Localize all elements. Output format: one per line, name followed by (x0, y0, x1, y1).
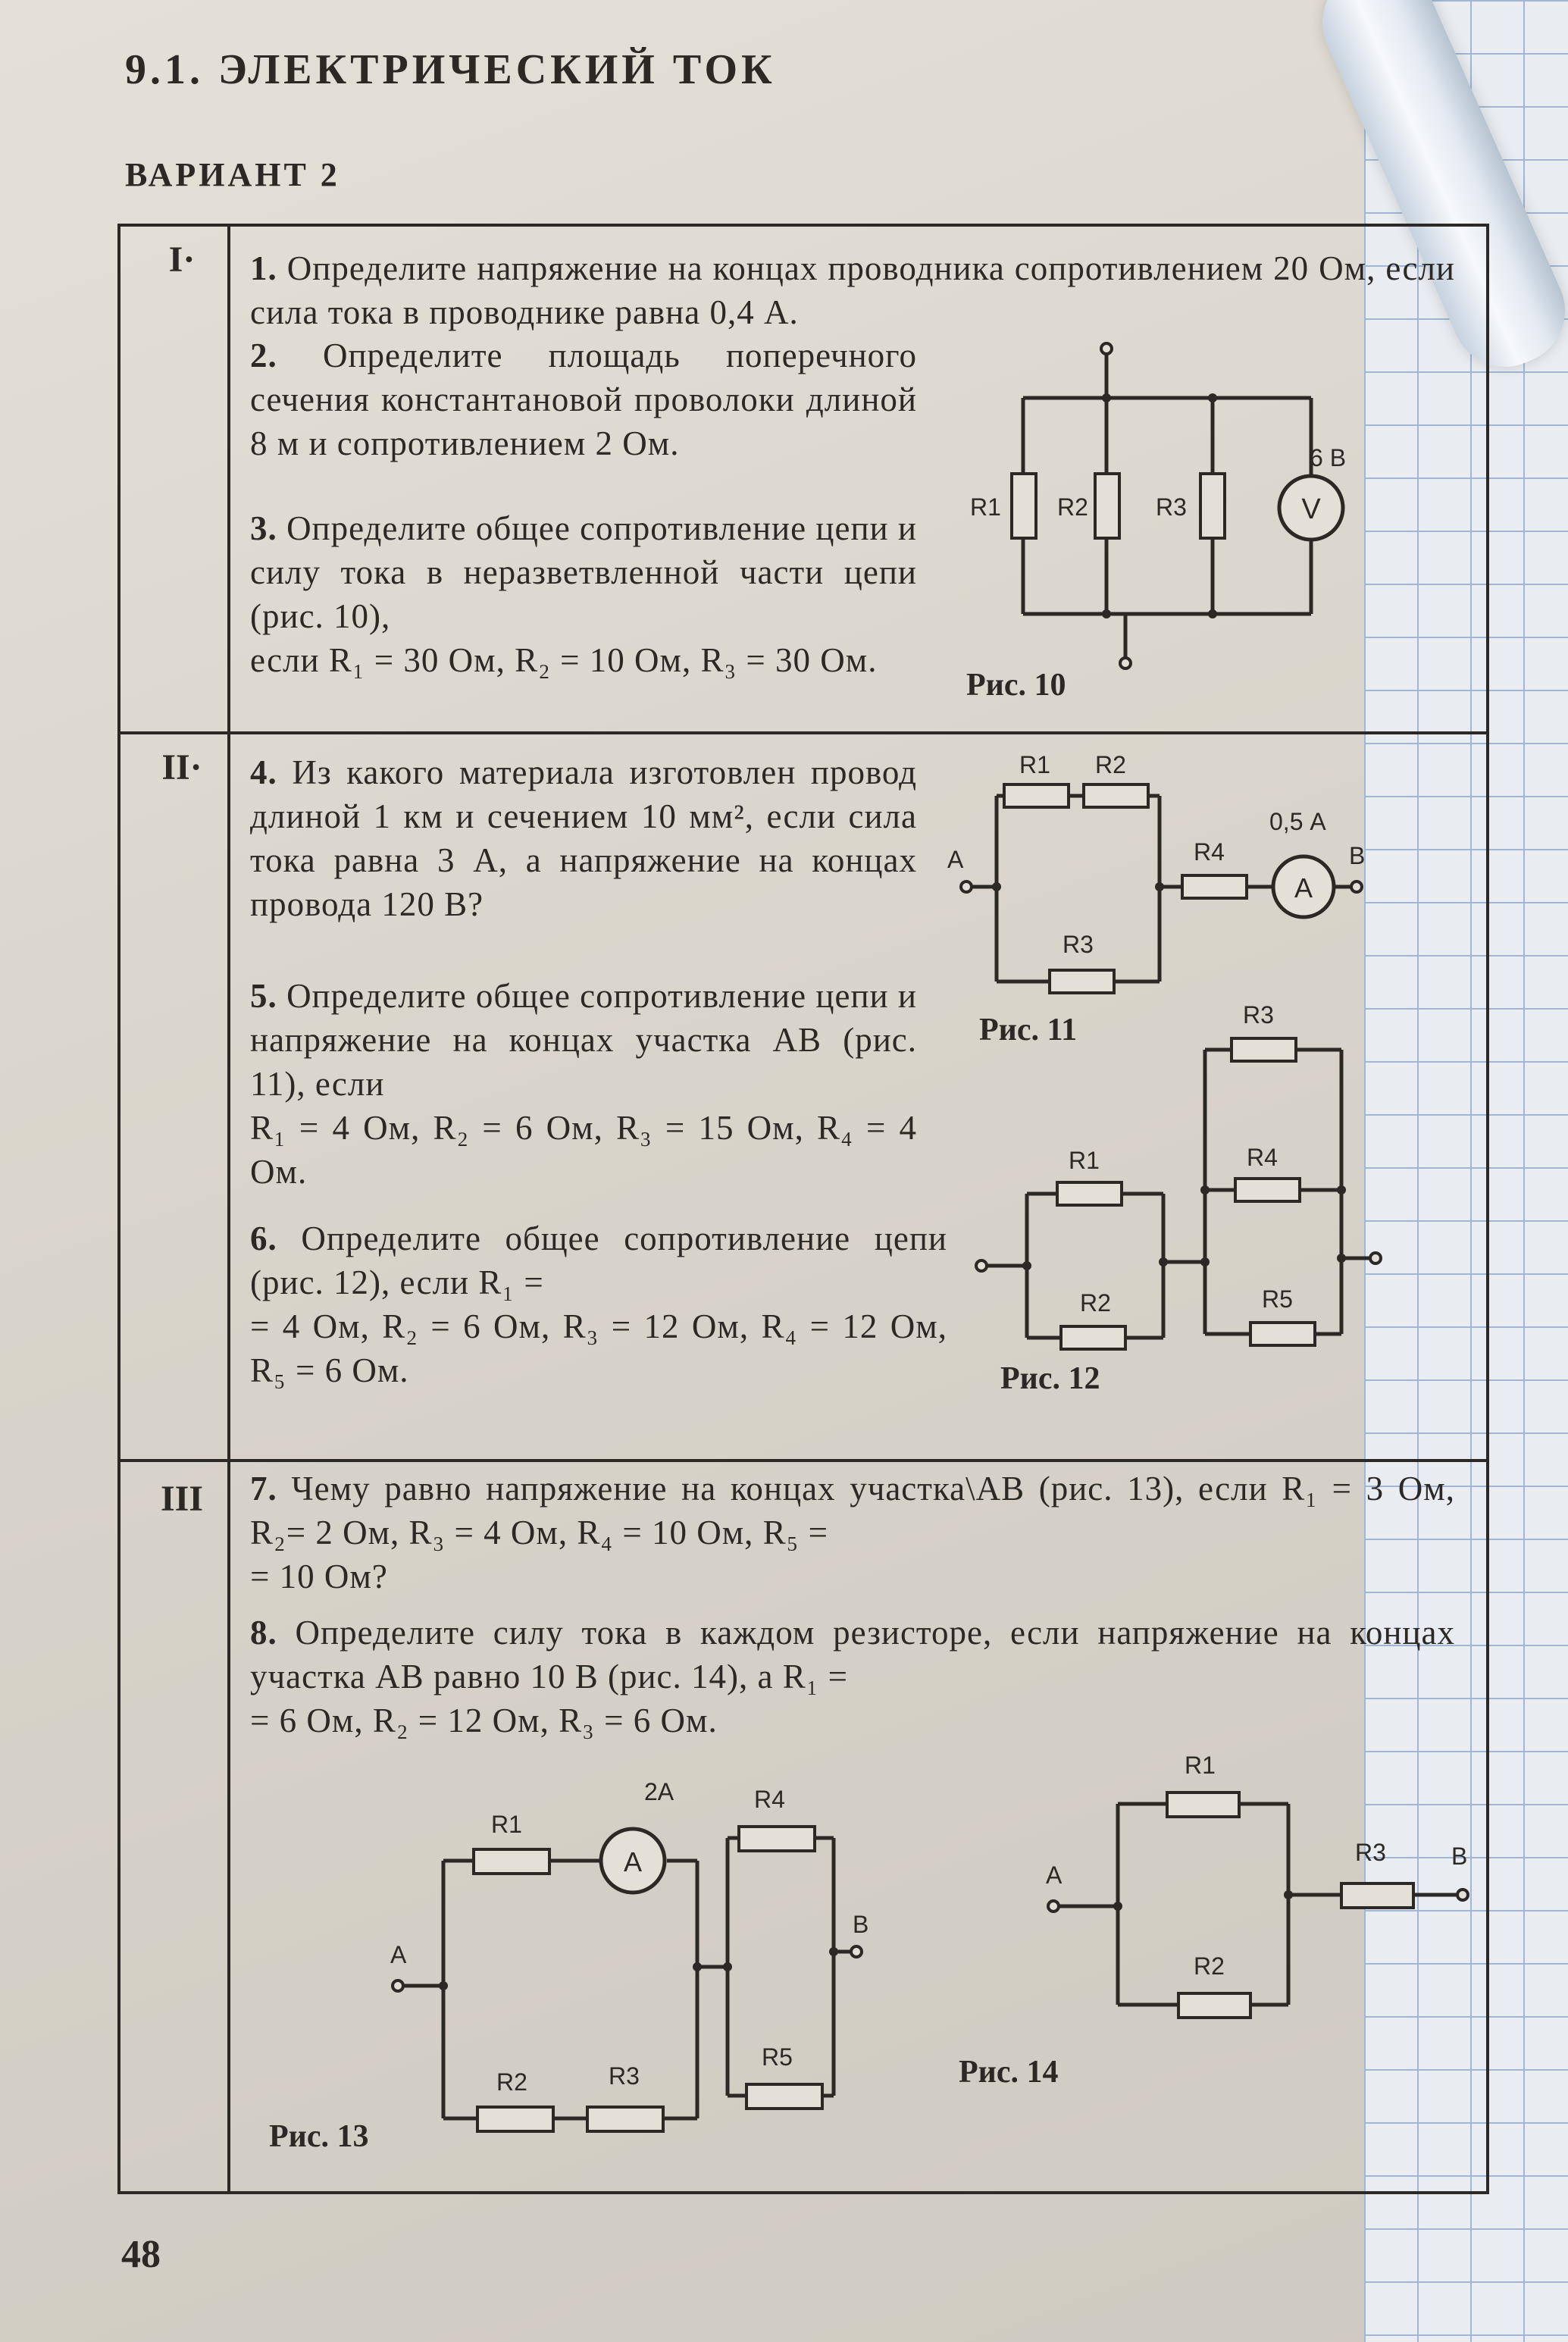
label-r1: R1 (491, 1811, 522, 1838)
label-r3: R3 (609, 2062, 640, 2090)
task-1 (250, 246, 1455, 334)
resistor-r2 (1095, 474, 1119, 538)
resistor-r1 (1057, 1182, 1122, 1205)
label-r1: R1 (970, 493, 1001, 521)
task-number: 7. (250, 1470, 277, 1508)
label-r4: R4 (1247, 1144, 1278, 1171)
task-4 (250, 750, 917, 926)
resistor-r2 (1084, 784, 1148, 807)
resistor-r3 (1050, 970, 1114, 993)
task-text: Чему равно напряжение на концах участка\AB (рис. 13), если R₁ = 3 Ом, R₂= 2 Ом, R₃ = 4 Ом, R₄ = 10 Ом, R₅ = (250, 1470, 1456, 1551)
task-text: Определите общее сопротивление цепи (рис. 12), если R₁ = (250, 1220, 947, 1301)
label-r2: R2 (1095, 751, 1126, 778)
figure-11-circuit (947, 747, 1402, 997)
task-text: Определите напряжение на концах проводника сопротивлением 20 Ом, если сила тока в проводнике равна 0,4 А. (250, 249, 1455, 331)
task-formula: = 4 Ом, R₂ = 6 Ом, R₃ = 12 Ом, R₄ = 12 Ом, R₅ = 6 Ом. (250, 1307, 947, 1389)
task-number: 2. (250, 337, 277, 374)
figure-13-caption: Рис. 13 (269, 2119, 369, 2154)
resistor-r4 (739, 1827, 815, 1851)
resistor-r2 (1178, 1993, 1250, 2018)
task-formula: = 6 Ом, R₂ = 12 Ом, R₃ = 6 Ом. (250, 1702, 718, 1739)
figure-14-circuit (1038, 1743, 1493, 2031)
task-number: 4. (250, 753, 277, 791)
task-5 (250, 974, 917, 1194)
figure-12-circuit (974, 1000, 1398, 1357)
variant-title: ВАРИАНТ 2 (125, 156, 340, 193)
figure-13-circuit (383, 1774, 913, 2137)
label-r3: R3 (1063, 931, 1094, 958)
point-a-label: A (947, 846, 964, 873)
point-a-label: A (390, 1941, 407, 1968)
task-7 (250, 1467, 1455, 1598)
label-r2: R2 (1080, 1289, 1111, 1317)
label-r5: R5 (1262, 1285, 1293, 1313)
label-r5: R5 (762, 2043, 793, 2071)
chapter-title: 9.1. ЭЛЕКТРИЧЕСКИЙ ТОК (125, 46, 776, 93)
figure-12-caption: Рис. 12 (1000, 1361, 1100, 1396)
ammeter-label: A (623, 1846, 643, 1877)
resistor-r1 (1004, 784, 1069, 807)
point-a-label: A (1046, 1861, 1063, 1889)
task-formula: = 10 Ом? (250, 1558, 388, 1595)
ammeter-label: A (1294, 872, 1313, 903)
task-text: Определите площадь поперечного сечения константановой проволоки длиной 8 м и сопротивлением 2 Ом. (250, 337, 918, 462)
voltage-label: 6 В (1310, 444, 1347, 471)
label-r3: R3 (1355, 1839, 1386, 1866)
label-r3: R3 (1243, 1001, 1274, 1029)
label-r3: R3 (1156, 493, 1187, 521)
figure-11-caption: Рис. 11 (979, 1013, 1078, 1047)
table-column-divider (227, 224, 230, 2194)
resistor-r3 (1341, 1883, 1413, 1908)
page-number: 48 (121, 2233, 161, 2276)
point-b-label: B (1451, 1843, 1468, 1870)
task-number: 5. (250, 977, 277, 1015)
resistor-r3 (587, 2107, 663, 2131)
task-3 (250, 506, 917, 682)
level-label-3: III (160, 1479, 204, 1519)
level-label-2: II· (161, 747, 202, 787)
label-r1: R1 (1069, 1147, 1100, 1174)
label-r2: R2 (1057, 493, 1088, 521)
task-text: Определите общее сопротивление цепи и напряжение на концах участка AB (рис. 11), если (250, 977, 918, 1103)
figure-10-circuit (962, 333, 1387, 667)
figure-10-caption: Рис. 10 (966, 668, 1066, 703)
task-text: Определите общее сопротивление цепи и силу тока в неразветвленной части цепи (рис. 10), (250, 509, 918, 635)
task-6 (250, 1216, 947, 1392)
task-number: 1. (250, 249, 277, 287)
label-r4: R4 (1194, 838, 1225, 866)
voltmeter-label: V (1301, 493, 1321, 525)
resistor-r4 (1235, 1179, 1300, 1201)
label-r1: R1 (1185, 1752, 1216, 1779)
task-2 (250, 333, 917, 465)
figure-14-caption: Рис. 14 (959, 2055, 1059, 2090)
point-b-label: B (1349, 842, 1366, 869)
resistor-r1 (1012, 474, 1036, 538)
resistor-r5 (746, 2084, 822, 2109)
resistor-r4 (1182, 875, 1247, 898)
task-formula: если R₁ = 30 Ом, R₂ = 10 Ом, R₃ = 30 Ом. (250, 641, 878, 679)
resistor-r2 (1061, 1326, 1125, 1349)
resistor-r2 (477, 2107, 553, 2131)
label-r2: R2 (496, 2068, 527, 2096)
task-number: 6. (250, 1220, 277, 1257)
task-8 (250, 1611, 1455, 1742)
point-b-label: B (853, 1911, 869, 1938)
current-label: 2A (644, 1778, 674, 1805)
table-row-divider-1 (117, 731, 1489, 734)
resistor-r5 (1250, 1323, 1315, 1345)
task-number: 3. (250, 509, 277, 547)
resistor-r1 (474, 1849, 549, 1874)
task-number: 8. (250, 1614, 277, 1652)
task-text: Определите силу тока в каждом резисторе, если напряжение на концах участка AB равно 10 В (рис. 14), а R₁ = (250, 1614, 1455, 1695)
table-row-divider-2 (117, 1459, 1489, 1462)
task-formula: R₁ = 4 Ом, R₂ = 6 Ом, R₃ = 15 Ом, R₄ = 4 Ом. (250, 1109, 917, 1191)
resistor-r3 (1232, 1038, 1296, 1061)
task-text: Из какого материала изготовлен провод длиной 1 км и сечением 10 мм², если сила тока равна 3 А, а напряжение на концах провода 120 В? (250, 753, 917, 923)
label-r4: R4 (754, 1786, 785, 1813)
level-label-1: I· (168, 240, 196, 280)
current-label: 0,5 А (1269, 808, 1326, 835)
label-r2: R2 (1194, 1952, 1225, 1980)
resistor-r3 (1200, 474, 1225, 538)
label-r1: R1 (1019, 751, 1050, 778)
resistor-r1 (1167, 1793, 1239, 1817)
